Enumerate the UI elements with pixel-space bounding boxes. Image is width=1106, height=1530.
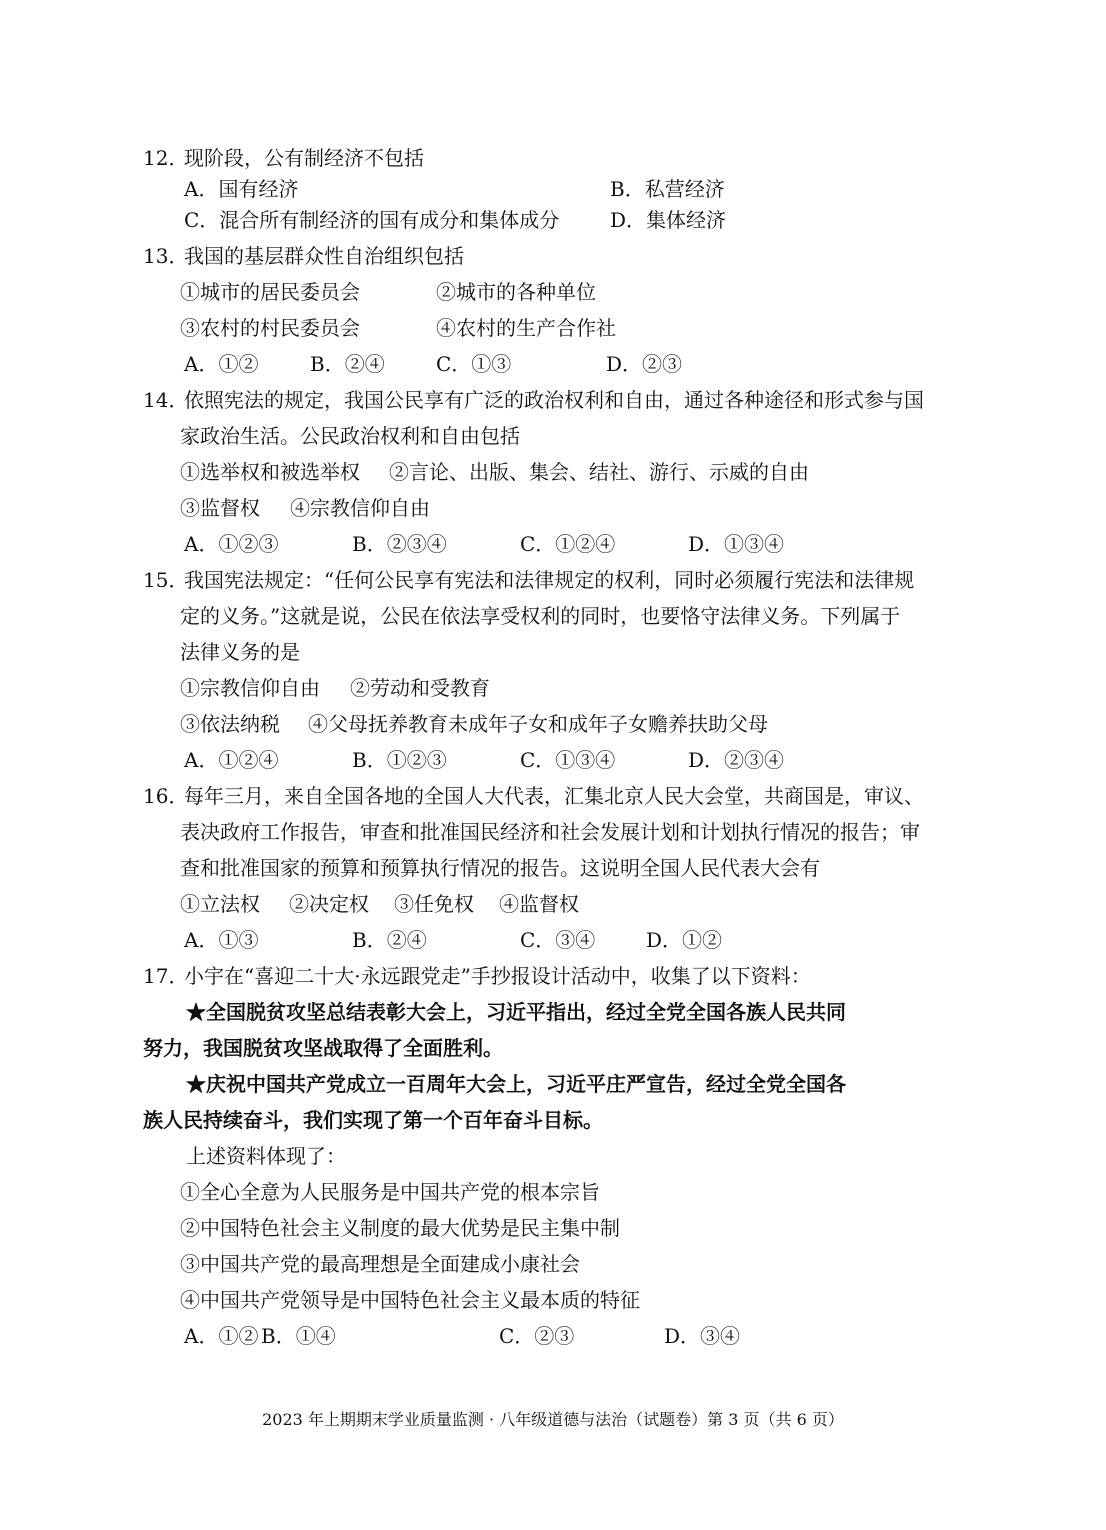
statement-item: ③监督权 [180,496,260,520]
option-a: A．①② [184,1324,259,1348]
question-stem: 我国的基层群众性自治组织包括 [184,244,464,268]
statement-item: ④父母抚养教育未成年子女和成年子女赡养扶助父母 [308,712,768,736]
option-d: D．②③ [606,352,683,376]
question-number: 12． [143,146,189,170]
material-paragraph: ★庆祝中国共产党成立一百周年大会上，习近平庄严宣告，经过全党全国各 [186,1072,846,1096]
statement-item: ②劳动和受教育 [350,676,490,700]
question-stem: 小宇在“喜迎二十大·永远跟党走”手抄报设计活动中，收集了以下资料： [184,964,811,988]
option-b: B．①②③ [352,748,447,772]
question-stem: 家政治生活。公民政治权利和自由包括 [180,424,520,448]
question-stem: 我国宪法规定：“任何公民享有宪法和法律规定的权利，同时必须履行宪法和法律规 [184,568,915,592]
question-stem: 法律义务的是 [180,640,300,664]
option-a: A．①③ [184,928,259,952]
option-a: A．①②③ [184,532,279,556]
statement-item: ①全心全意为人民服务是中国共产党的根本宗旨 [180,1180,600,1204]
question-stem: 现阶段，公有制经济不包括 [184,146,424,170]
question-stem: 依照宪法的规定，我国公民享有广泛的政治权利和自由，通过各种途径和形式参与国 [184,388,924,412]
statement-item: ③任免权 [394,892,474,916]
option-d: D．②③④ [688,748,785,772]
option-d: D．①③④ [688,532,785,556]
option-d: D．集体经济 [610,208,727,232]
statement-item: ①城市的居民委员会 [180,280,360,304]
question-prompt: 上述资料体现了： [186,1144,346,1168]
option-c: C．①③④ [520,748,616,772]
statement-item: ②言论、出版、集会、结社、游行、示威的自由 [389,460,809,484]
option-c: C．②③ [499,1324,575,1348]
question-stem: 查和批准国家的预算和预算执行情况的报告。这说明全国人民代表大会有 [180,856,820,880]
statement-item: ③中国共产党的最高理想是全面建成小康社会 [180,1252,580,1276]
statement-item: ②决定权 [289,892,369,916]
option-d: D．①② [646,928,723,952]
question-stem: 每年三月，来自全国各地的全国人大代表，汇集北京人民大会堂，共商国是，审议、 [184,784,924,808]
statement-item: ④农村的生产合作社 [436,316,616,340]
statement-item: ④宗教信仰自由 [290,496,430,520]
material-paragraph: ★全国脱贫攻坚总结表彰大会上，习近平指出，经过全党全国各族人民共同 [186,1000,846,1024]
statement-item: ④监督权 [499,892,579,916]
option-a: A．①②④ [184,748,279,772]
option-b: B．②④ [310,352,385,376]
option-b: B．私营经济 [610,177,725,201]
option-c: C．①②④ [520,532,616,556]
option-a: A．国有经济 [184,177,299,201]
statement-item: ①立法权 [180,892,260,916]
statement-item: ①选举权和被选举权 [180,460,360,484]
statement-item: ③依法纳税 [180,712,280,736]
statement-item: ②城市的各种单位 [436,280,596,304]
question-number: 15． [143,568,189,592]
option-d: D．③④ [664,1324,741,1348]
option-b: B．①④ [261,1324,336,1348]
question-stem: 定的义务。”这就是说，公民在依法享受权利的同时，也要恪守法律义务。下列属于 [180,604,901,628]
question-number: 13． [143,244,189,268]
option-c: C．③④ [520,928,596,952]
option-b: B．②③④ [352,532,447,556]
statement-item: ④中国共产党领导是中国特色社会主义最本质的特征 [180,1288,640,1312]
question-number: 16． [143,784,189,808]
option-c: C．混合所有制经济的国有成分和集体成分 [184,208,560,232]
option-a: A．①② [184,352,259,376]
statement-item: ①宗教信仰自由 [180,676,320,700]
statement-item: ③农村的村民委员会 [180,316,360,340]
page-footer: 2023 年上期期末学业质量监测 · 八年级道德与法治（试题卷）第 3 页（共 6 页） [262,1410,844,1429]
question-number: 14． [143,388,189,412]
option-b: B．②④ [352,928,427,952]
statement-item: ②中国特色社会主义制度的最大优势是民主集中制 [180,1216,620,1240]
option-c: C．①③ [436,352,512,376]
question-number: 17． [143,964,189,988]
material-paragraph: 族人民持续奋斗，我们实现了第一个百年奋斗目标。 [143,1108,603,1132]
question-stem: 表决政府工作报告，审查和批准国民经济和社会发展计划和计划执行情况的报告；审 [180,820,920,844]
material-paragraph: 努力，我国脱贫攻坚战取得了全面胜利。 [143,1036,503,1060]
